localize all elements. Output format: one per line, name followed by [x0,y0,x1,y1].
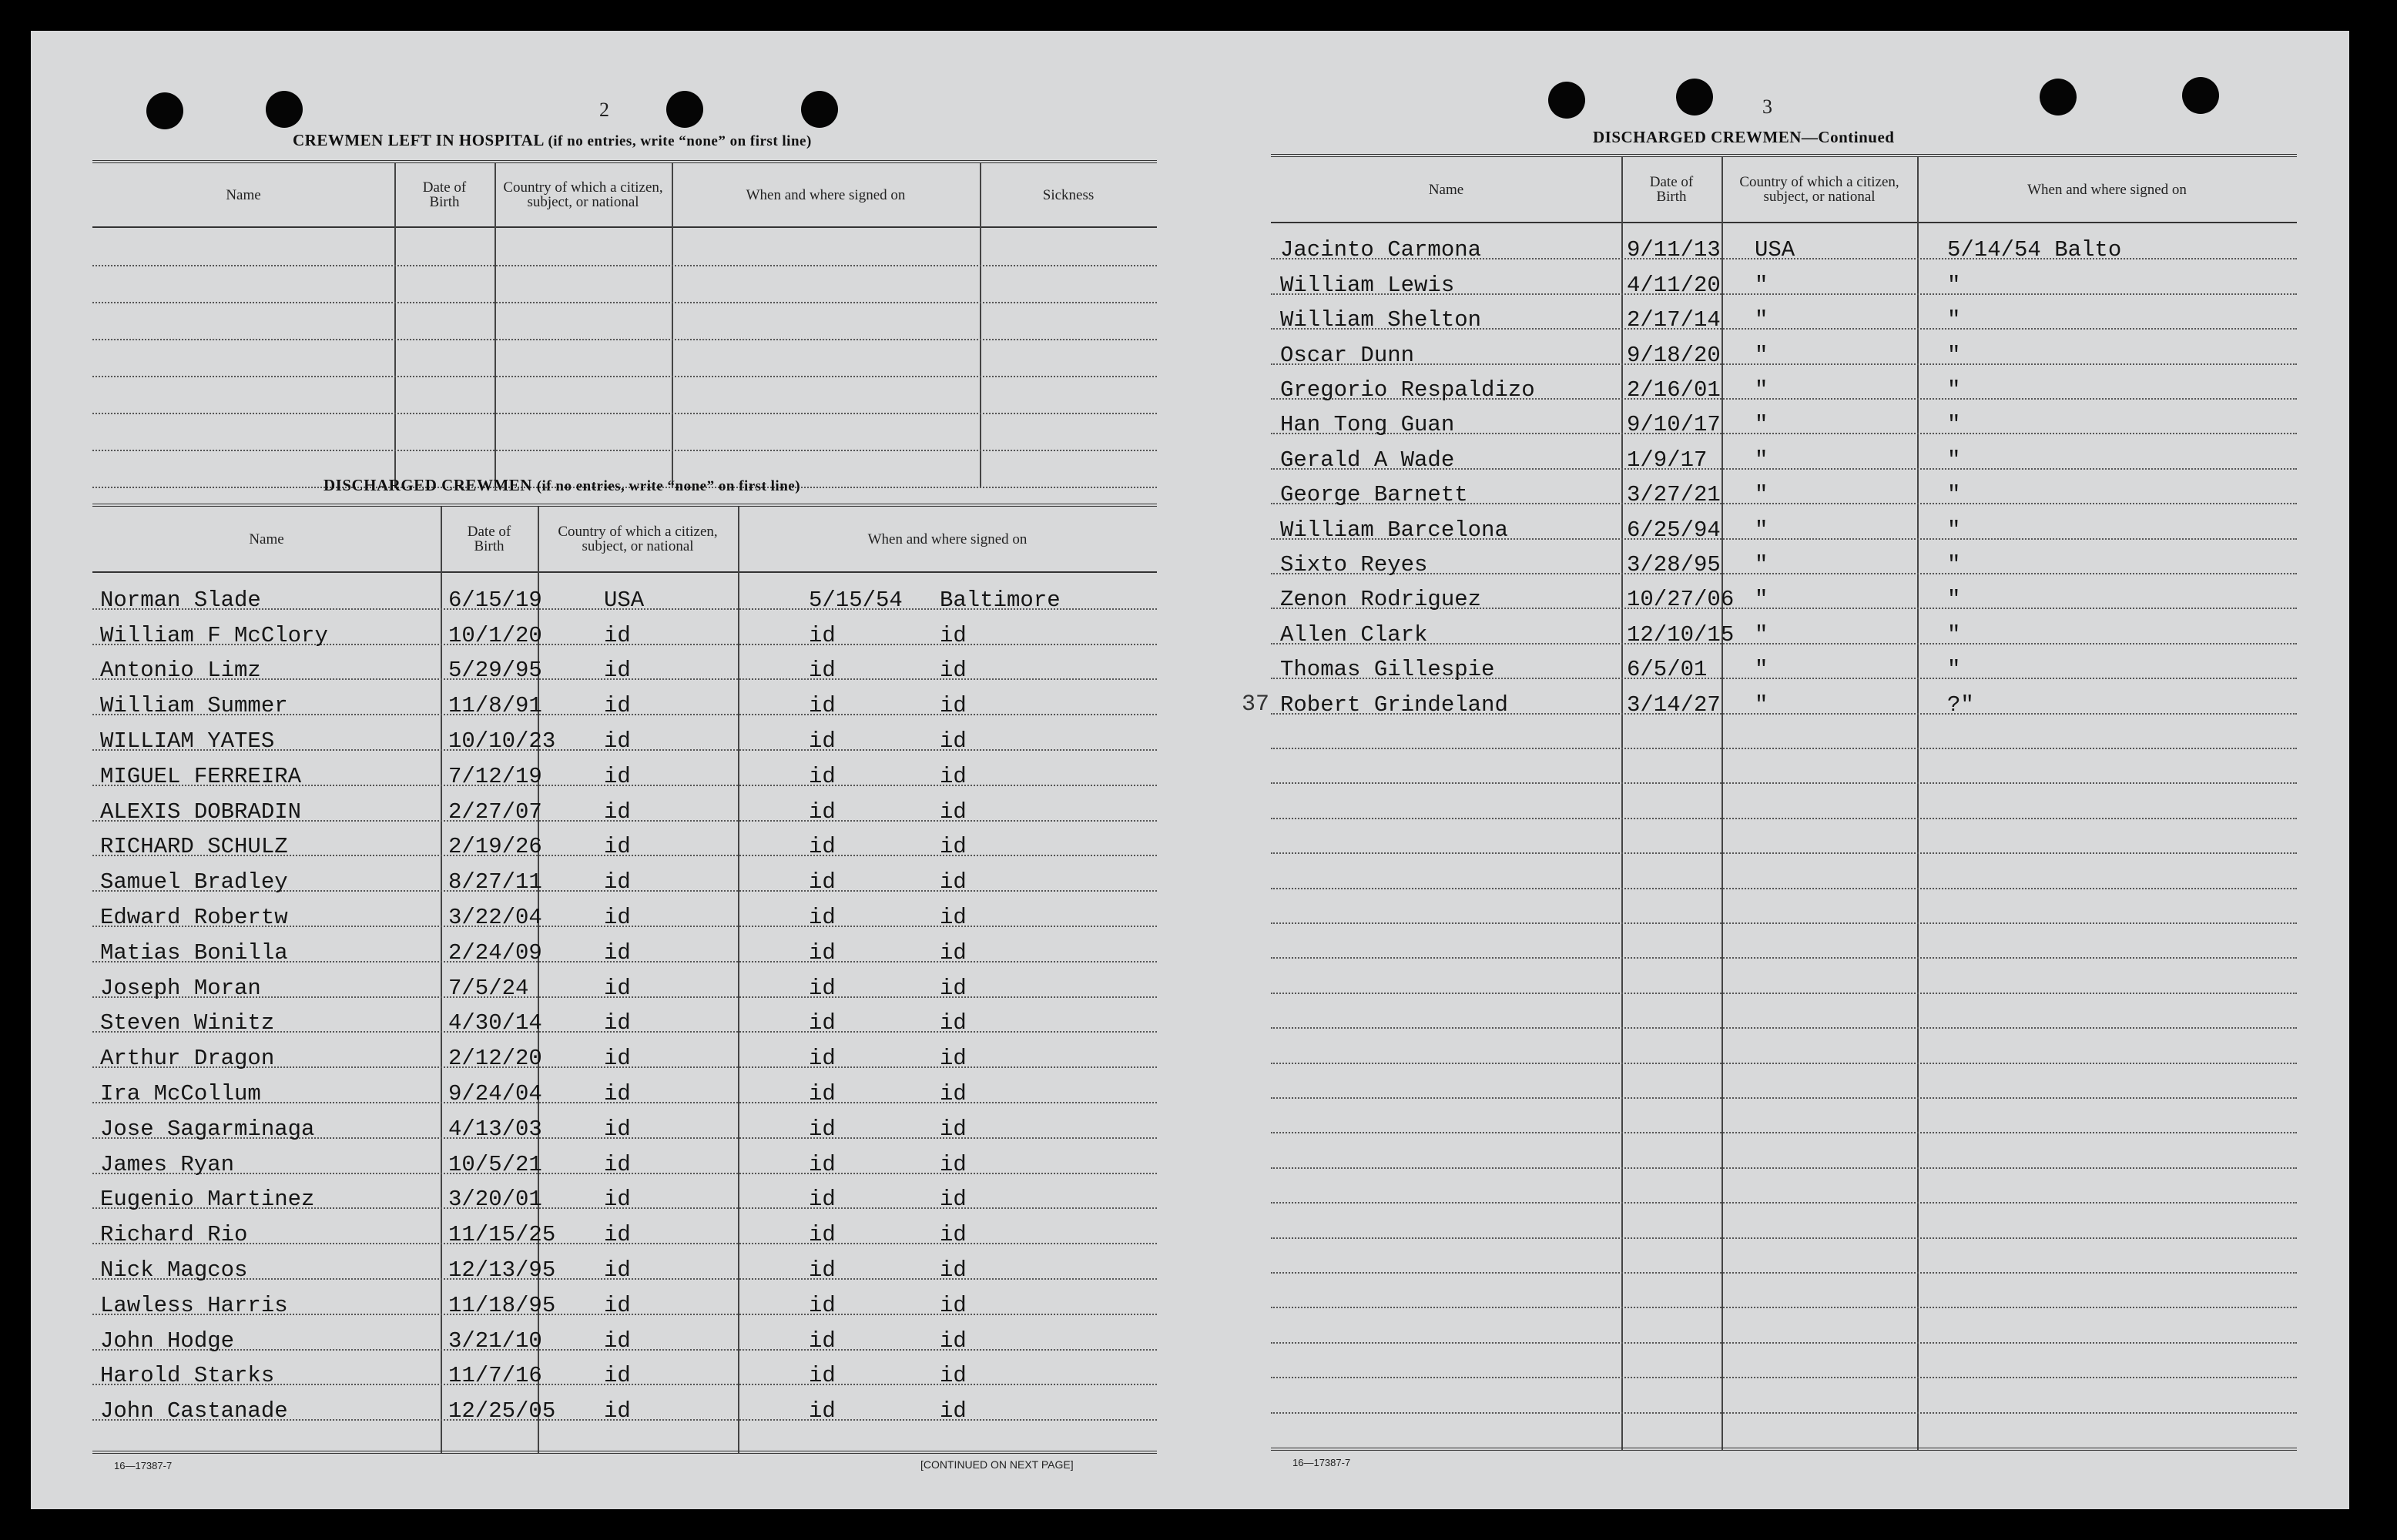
table-cell: 7/5/24 [448,975,529,1001]
column-header: Date of Birth [422,179,467,210]
table-cell: " [1947,307,1961,333]
table-cell: USA [604,587,645,613]
table-cell: " [1755,621,1768,648]
table-row [1271,468,2297,508]
table-cell: " [1947,587,1961,613]
table-cell: 2/27/07 [448,798,542,825]
table-cell: " [1947,447,1961,473]
table-cell: John Hodge [100,1327,235,1354]
table-cell: id [940,1046,967,1072]
table-row [92,678,1157,719]
table-cell: 9/24/04 [448,1080,542,1106]
column-header: Country of which a citizen, subject, or national [503,179,663,210]
table-cell: Sixto Reyes [1280,551,1428,578]
table-row [1271,1307,2297,1343]
table-cell: id [940,1222,967,1248]
table-row [92,302,1157,340]
table-header [92,507,1157,573]
table-cell: WILLIAM YATES [100,728,275,754]
table-cell: Han Tong Guan [1280,412,1455,438]
table-cell: Richard Rio [100,1222,248,1248]
table-row [92,376,1157,414]
table-cell: " [1755,272,1768,298]
table-row [1271,608,2297,648]
table-row [1271,957,2297,993]
punch-hole [1676,79,1713,116]
section-title-text: CREWMEN LEFT IN HOSPITAL [293,131,544,149]
table-cell: id [604,1046,631,1072]
table-cell: id [809,1187,836,1213]
table-cell: 6/25/94 [1627,517,1721,543]
table-row [92,1384,1157,1424]
table-cell: " [1947,517,1961,543]
table-header [1271,157,2297,223]
punch-hole [266,91,303,128]
table-row [1271,643,2297,683]
table-row [92,413,1157,451]
table-cell: id [604,728,631,754]
table-cell: 2/16/01 [1627,377,1721,403]
table-row [92,1102,1157,1142]
table-cell: Jose Sagarminaga [100,1116,315,1142]
table-cell: " [1947,377,1961,403]
column-header: When and where signed on [746,186,906,203]
table-cell: " [1947,621,1961,648]
table-row [1271,363,2297,403]
table-cell: MIGUEL FERREIRA [100,763,302,789]
table-cell: id [809,1010,836,1036]
table-cell: id [604,1151,631,1177]
table-cell: Joseph Moran [100,975,261,1001]
column-header: Date of Birth [467,524,511,554]
table-cell: id [809,798,836,825]
table-cell: Gregorio Respaldizo [1280,377,1535,403]
table-cell: id [940,1116,967,1142]
table-cell: id [604,834,631,860]
table-cell: ?" [1947,691,1974,718]
table-cell: Baltimore [940,587,1061,613]
table-cell: id [809,693,836,719]
table-cell: id [940,904,967,930]
table-cell: " [1947,657,1961,683]
table-cell: id [809,1046,836,1072]
table-cell: id [604,1257,631,1283]
table-cell: " [1947,272,1961,298]
table-cell: id [809,728,836,754]
table-cell: id [604,1292,631,1318]
table-cell: " [1755,377,1768,403]
table-cell: id [604,1327,631,1354]
table-cell: 3/21/10 [448,1327,542,1354]
table-row [1271,293,2297,333]
table-cell: RICHARD SCHULZ [100,834,288,860]
table-header [92,163,1157,228]
table-cell: id [940,1151,967,1177]
table-cell: 3/28/95 [1627,551,1721,578]
table-cell: id [809,1398,836,1424]
table-row [1271,1272,2297,1308]
table-row [1271,573,2297,613]
punch-hole [1548,82,1585,119]
table-cell: 6/5/01 [1627,657,1708,683]
table-row [92,1173,1157,1213]
table-cell: Matias Bonilla [100,939,288,966]
discharged-cont-section-title: DISCHARGED CREWMEN—Continued [1593,128,1895,146]
table-row [92,265,1157,303]
table-cell: Norman Slade [100,587,261,613]
column-header: Date of Birth [1649,174,1694,205]
table-cell: Oscar Dunn [1280,342,1415,368]
table-cell: 1/9/17 [1627,447,1708,473]
table-cell: id [809,834,836,860]
punch-hole [801,91,838,128]
table-cell: id [604,1363,631,1389]
table-cell: 5/14/54 Balto [1947,237,2122,263]
table-cell: id [809,904,836,930]
table-row [1271,1132,2297,1168]
table-cell: Harold Starks [100,1363,275,1389]
table-body [92,228,1157,487]
punch-hole [666,91,703,128]
table-cell: Antonio Limz [100,658,261,684]
bottom-rule [1271,1448,2297,1451]
column-header: When and where signed on [2027,181,2187,198]
table-cell: id [940,763,967,789]
table-cell: Steven Winitz [100,1010,275,1036]
table-cell: ALEXIS DOBRADIN [100,798,302,825]
table-cell: " [1947,482,1961,508]
table-cell: 11/15/25 [448,1222,556,1248]
table-cell: Zenon Rodriguez [1280,587,1482,613]
table-cell: 3/14/27 [1627,691,1721,718]
table-cell: id [940,1398,967,1424]
table-cell: Jacinto Carmona [1280,237,1482,263]
table-cell: 6/15/19 [448,587,542,613]
table-row [1271,852,2297,889]
table-cell: id [809,1116,836,1142]
right-page [1202,31,2349,1509]
table-body [92,573,1157,1454]
table-cell: id [940,798,967,825]
table-cell: 9/10/17 [1627,412,1721,438]
table-row [1271,398,2297,438]
table-cell: id [940,693,967,719]
table-cell: id [940,728,967,754]
form-number: 16—17387-7 [1292,1457,1351,1468]
table-row [1271,678,2297,718]
table-row [1271,1097,2297,1133]
page-number: 3 [1762,95,1772,118]
table-cell: Ira McCollum [100,1080,261,1106]
column-header: Sickness [1042,186,1095,203]
table-cell: Edward Robertw [100,904,288,930]
table-cell: id [604,1398,631,1424]
table-row [1271,888,2297,924]
table-cell: Thomas Gillespie [1280,657,1495,683]
table-row [1271,713,2297,749]
table-cell: Arthur Dragon [100,1046,275,1072]
table-row [92,644,1157,684]
table-cell: id [809,658,836,684]
table-cell: " [1755,517,1768,543]
table-row [92,1314,1157,1354]
table-cell: " [1755,587,1768,613]
table-cell: " [1755,551,1768,578]
table-cell: 4/30/14 [448,1010,542,1036]
table-cell: 2/12/20 [448,1046,542,1072]
table-cell: " [1755,691,1768,718]
hospital-table [92,160,1157,487]
table-cell: " [1755,412,1768,438]
table-row [1271,1342,2297,1378]
table-cell: id [809,1292,836,1318]
table-cell: 3/20/01 [448,1187,542,1213]
section-title-text: DISCHARGED CREWMEN [324,476,532,494]
table-row [92,1349,1157,1389]
column-header: Name [226,186,261,203]
table-row [92,855,1157,896]
table-cell: " [1755,657,1768,683]
table-cell: 10/10/23 [448,728,556,754]
table-row [92,996,1157,1036]
column-header: Name [1428,181,1464,198]
table-cell: id [604,763,631,789]
table-cell: id [809,763,836,789]
table-cell: id [940,1010,967,1036]
column-header: When and where signed on [867,531,1028,547]
form-number: 16—17387-7 [114,1460,173,1471]
table-cell: George Barnett [1280,482,1468,508]
table-cell: Robert Grindeland [1280,691,1508,718]
table-cell: 2/24/09 [448,939,542,966]
table-cell: " [1947,342,1961,368]
table-cell: 10/1/20 [448,622,542,648]
table-cell: 9/18/20 [1627,342,1721,368]
table-row [92,1243,1157,1283]
table-cell: id [940,1363,967,1389]
table-cell: Gerald A Wade [1280,447,1455,473]
table-row [92,961,1157,1001]
table-cell: id [809,869,836,896]
table-cell: id [940,834,967,860]
table-row [92,228,1157,266]
table-row [92,1137,1157,1177]
table-cell: id [940,1257,967,1283]
table-row [1271,1202,2297,1238]
table-cell: 7/12/19 [448,763,542,789]
table-row [1271,1027,2297,1063]
table-cell: " [1755,307,1768,333]
table-row [92,1066,1157,1106]
table-cell: id [940,869,967,896]
table-cell: 5/29/95 [448,658,542,684]
table-row [92,1278,1157,1318]
table-cell: William Barcelona [1280,517,1508,543]
table-cell: id [604,1222,631,1248]
table-cell: id [940,975,967,1001]
table-cell: " [1755,342,1768,368]
table-cell: id [940,1327,967,1354]
table-cell: 12/10/15 [1627,621,1735,648]
table-cell: id [809,1327,836,1354]
table-cell: 4/13/03 [448,1116,542,1142]
table-cell: id [604,622,631,648]
table-row [1271,1063,2297,1099]
table-cell: id [940,622,967,648]
page-number: 2 [599,99,609,121]
table-row [92,1031,1157,1072]
table-cell: id [940,658,967,684]
punch-hole [2040,79,2077,116]
table-cell: William Lewis [1280,272,1455,298]
margin-mark: 37 [1242,691,1270,718]
table-cell: William Shelton [1280,307,1482,333]
table-cell: James Ryan [100,1151,235,1177]
table-cell: William Summer [100,693,288,719]
table-cell: Samuel Bradley [100,869,288,896]
table-row [1271,993,2297,1029]
table-cell: 9/11/13 [1627,237,1721,263]
table-cell: id [809,975,836,1001]
table-row [92,820,1157,860]
table-cell: id [604,904,631,930]
table-cell: id [604,1080,631,1106]
table-row [1271,1377,2297,1413]
table-row [92,890,1157,930]
table-cell: " [1947,412,1961,438]
discharged-continued-table [1271,154,2297,1451]
table-cell: id [604,798,631,825]
table-cell: id [809,622,836,648]
table-row [92,749,1157,789]
table-cell: " [1947,551,1961,578]
table-row [92,608,1157,648]
table-cell: " [1755,447,1768,473]
table-cell: id [809,939,836,966]
table-body [1271,223,2297,1451]
table-cell: Eugenio Martinez [100,1187,315,1213]
table-row [1271,503,2297,543]
table-cell: 4/11/20 [1627,272,1721,298]
column-header: Country of which a citizen, subject, or national [1739,174,1899,205]
discharged-section-title [324,476,800,495]
table-cell: 12/13/95 [448,1257,556,1283]
table-cell: id [604,1010,631,1036]
continued-note: [CONTINUED ON NEXT PAGE] [920,1458,1074,1471]
table-cell: " [1755,482,1768,508]
table-row [92,1207,1157,1248]
table-row [1271,223,2297,263]
table-row [1271,782,2297,819]
table-row [92,339,1157,377]
table-cell: 3/22/04 [448,904,542,930]
document-sheet [31,31,2349,1509]
table-cell: id [604,693,631,719]
discharged-table [92,504,1157,1454]
table-row [1271,433,2297,473]
table-cell: 11/18/95 [448,1292,556,1318]
punch-hole [2182,77,2219,114]
punch-hole [146,92,183,129]
table-cell: id [604,658,631,684]
table-row [1271,1167,2297,1204]
table-cell: 11/8/91 [448,693,542,719]
table-cell: id [809,1222,836,1248]
left-page [31,31,1202,1509]
bottom-rule [92,1451,1157,1454]
table-cell: 11/7/16 [448,1363,542,1389]
section-title-note: (if no entries, write “none” on first line) [548,133,812,149]
table-cell: Allen Clark [1280,621,1428,648]
table-cell: id [940,1292,967,1318]
table-cell: USA [1755,237,1795,263]
column-header: Name [249,531,284,547]
table-row [1271,538,2297,578]
table-row [92,573,1157,613]
table-row [1271,922,2297,959]
table-cell: 5/15/54 [809,587,903,613]
table-cell: id [604,869,631,896]
table-row [92,714,1157,754]
table-cell: Lawless Harris [100,1292,288,1318]
column-header: Country of which a citizen, subject, or national [558,524,718,554]
table-row [1271,748,2297,784]
table-cell: id [940,939,967,966]
table-cell: 3/27/21 [1627,482,1721,508]
table-row [1271,328,2297,368]
table-row [1271,818,2297,854]
table-cell: id [809,1151,836,1177]
section-title-note: (if no entries, write “none” on first line) [536,478,801,494]
table-row [92,785,1157,825]
table-cell: Nick Magcos [100,1257,248,1283]
table-cell: id [940,1187,967,1213]
table-cell: 10/5/21 [448,1151,542,1177]
table-cell: id [940,1080,967,1106]
table-cell: 10/27/06 [1627,587,1735,613]
table-cell: id [809,1257,836,1283]
table-cell: William F McClory [100,622,328,648]
hospital-section-title [293,131,812,150]
table-cell: id [809,1080,836,1106]
table-cell: 12/25/05 [448,1398,556,1424]
table-cell: id [604,1116,631,1142]
table-cell: 8/27/11 [448,869,542,896]
table-row [1271,1237,2297,1274]
table-cell: 2/19/26 [448,834,542,860]
table-cell: John Castanade [100,1398,288,1424]
table-cell: id [604,1187,631,1213]
table-cell: 2/17/14 [1627,307,1721,333]
table-cell: id [604,939,631,966]
table-cell: id [604,975,631,1001]
table-row [1271,258,2297,298]
table-row [92,926,1157,966]
table-cell: id [809,1363,836,1389]
